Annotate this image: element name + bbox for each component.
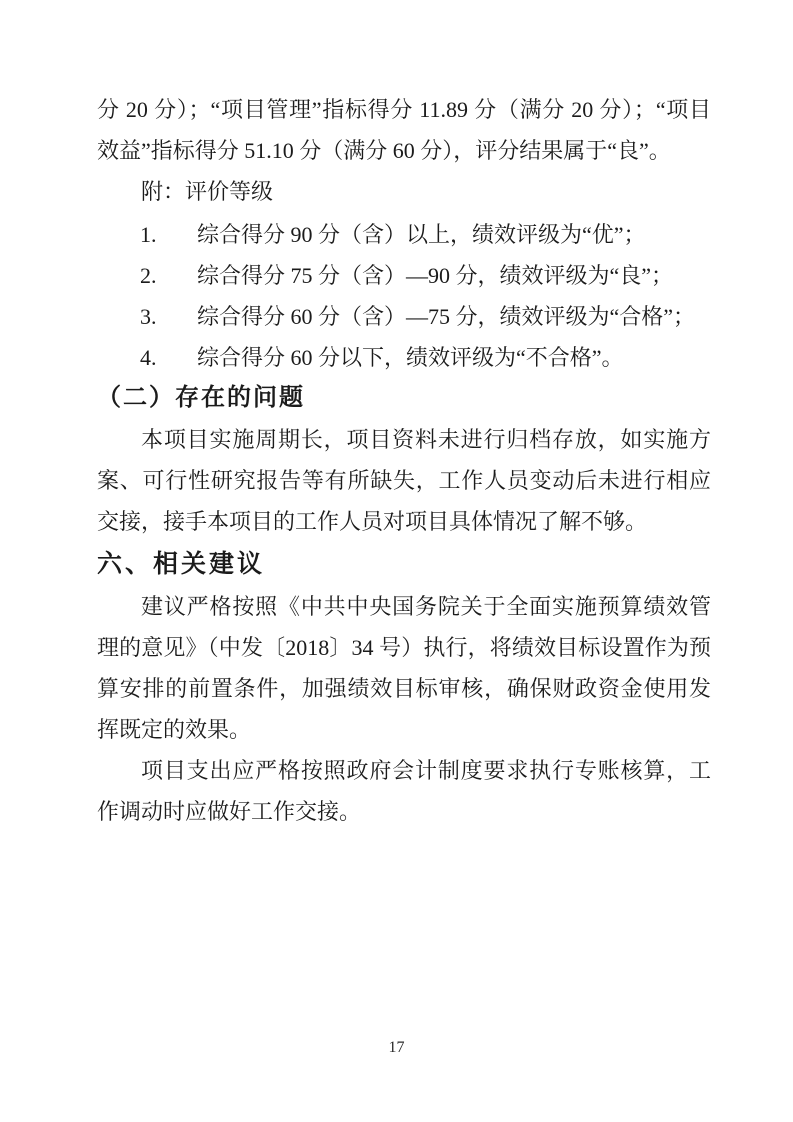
page-number: 17 — [388, 1039, 405, 1056]
list-item-number: 3. — [140, 304, 157, 329]
problems-paragraph: 本项目实施周期长，项目资料未进行归档存放，如实施方案、可行性研究报告等有所缺失，工作人员变动后未进行相应交接，接手本项目的工作人员对项目具体情况了解不够。 — [97, 427, 711, 534]
rating-list — [97, 214, 711, 378]
list-item-number: 4. — [140, 345, 157, 370]
suggestions-paragraph-2: 项目支出应严格按照政府会计制度要求执行专账核算，工作调动时应做好工作交接。 — [97, 758, 711, 824]
list-item — [97, 255, 711, 296]
list-item-text: 综合得分 90 分（含）以上，绩效评级为“优”； — [197, 222, 646, 247]
list-item-text: 综合得分 60 分（含）—75 分，绩效评级为“合格”； — [197, 304, 696, 329]
list-item-text: 综合得分 60 分以下，绩效评级为“不合格”。 — [197, 345, 624, 370]
list-item-number: 1. — [140, 222, 157, 247]
document-body — [97, 89, 711, 832]
section-heading-problems: （二）存在的问题 — [97, 385, 305, 411]
list-item-number: 2. — [140, 263, 157, 288]
list-item — [97, 296, 711, 337]
suggestions-paragraph-1: 建议严格按照《中共中央国务院关于全面实施预算绩效管理的意见》（中发〔2018〕34 号）执行，将绩效目标设置作为预算安排的前置条件，加强绩效目标审核，确保财政资金使用发挥既定的效果。 — [97, 594, 711, 742]
attachment-label: 附：评价等级 — [141, 179, 274, 204]
list-item — [97, 214, 711, 255]
list-item — [97, 337, 711, 378]
list-item-text: 综合得分 75 分（含）—90 分，绩效评级为“良”； — [197, 263, 674, 288]
continuation-paragraph: 分 20 分）；“项目管理”指标得分 11.89 分（满分 20 分）；“项目效益”指标得分 51.10 分（满分 60 分），评分结果属于“良”。 — [97, 97, 711, 163]
section-heading-suggestions: 六、相关建议 — [97, 550, 266, 578]
